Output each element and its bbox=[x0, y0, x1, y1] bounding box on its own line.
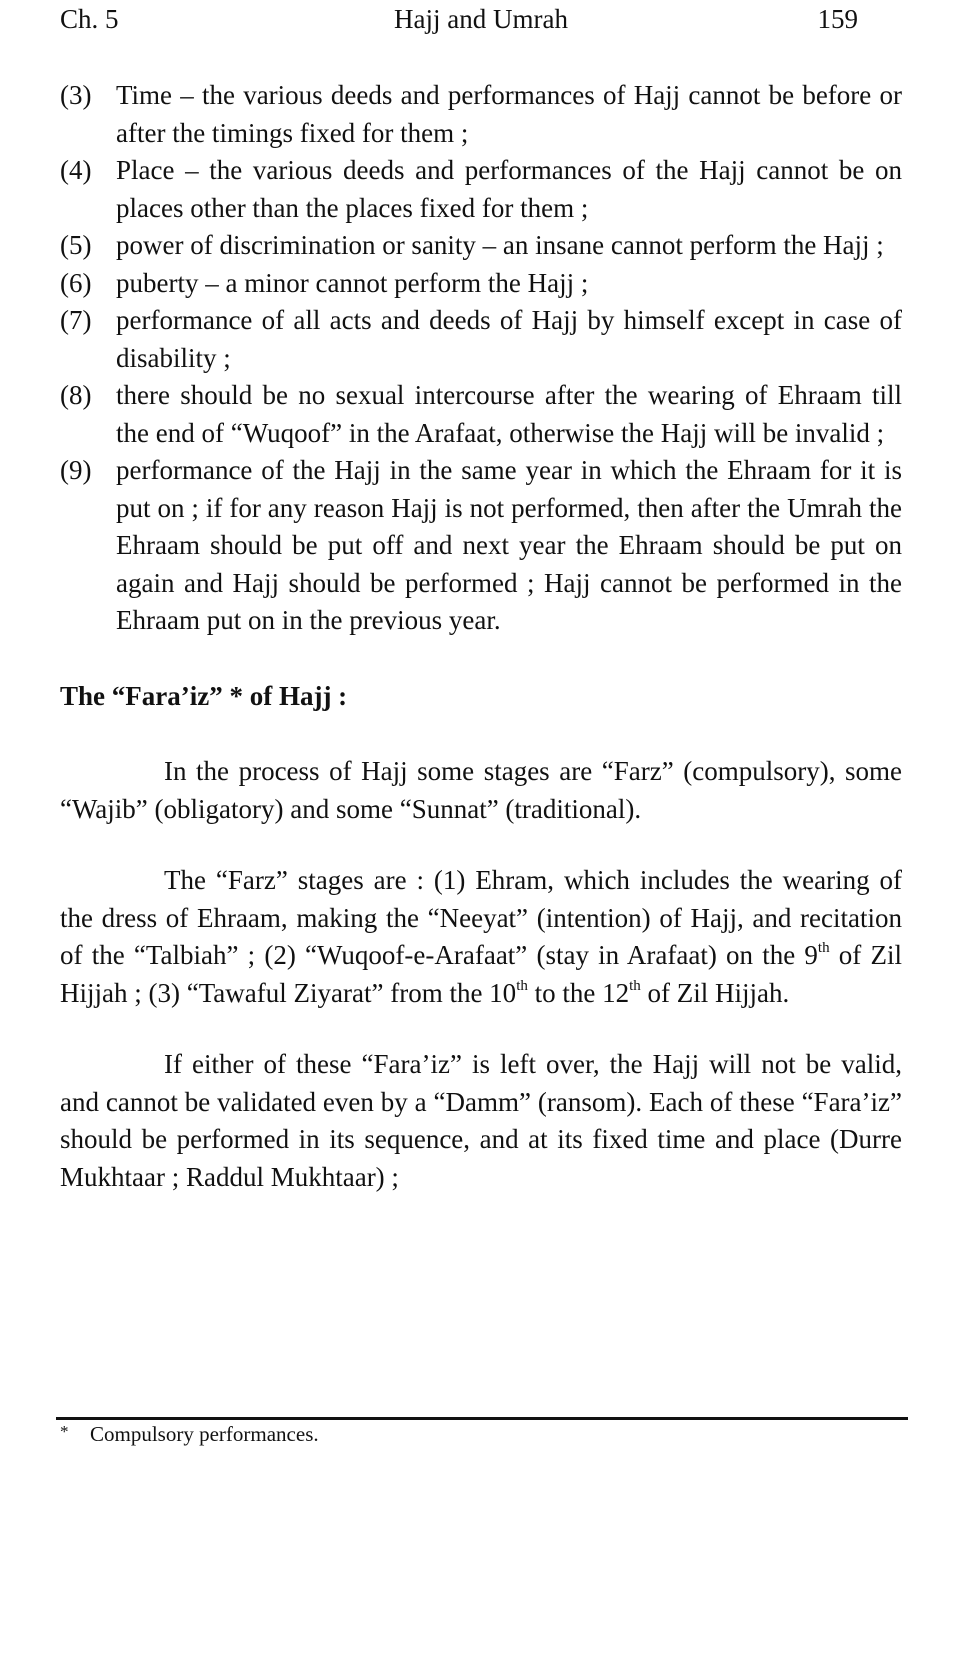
list-item-text: performance of all acts and deeds of Hajj by himself except in case of disability ; bbox=[116, 305, 902, 373]
list-item-text: performance of the Hajj in the same year in which the Ehraam for it is put on ; if for any reason Hajj is not performed, then after the Umrah the Ehraam should be put off and next year the Ehraam should be put on again and Hajj should be performed ; Hajj cannot be performed in the Ehraam put on in the previous year. bbox=[116, 455, 902, 635]
chapter-label: Ch. 5 bbox=[60, 4, 119, 34]
footnote-text: Compulsory performances. bbox=[90, 1422, 319, 1446]
list-item-number: (7) bbox=[60, 305, 92, 335]
list-item-number: (8) bbox=[60, 380, 92, 410]
section-heading: The “Fara’iz” * of Hajj : bbox=[60, 680, 348, 711]
list-item-text: Place – the various deeds and performances of the Hajj cannot be on places other than the places fixed for them ; bbox=[116, 155, 902, 223]
paragraph-text: of Zil Hijjah ; (3) “Tawaful Ziyarat” from the 10 bbox=[60, 940, 902, 1008]
ordinal-superscript: th bbox=[817, 940, 830, 956]
running-header bbox=[60, 0, 902, 44]
list-item bbox=[60, 77, 902, 152]
ordinal-superscript: th bbox=[629, 977, 641, 994]
paragraph-farz-stages bbox=[60, 862, 902, 1012]
list-item bbox=[60, 377, 902, 452]
running-title: Hajj and Umrah bbox=[394, 4, 568, 34]
list-item bbox=[60, 152, 902, 227]
list-item-number: (5) bbox=[60, 230, 92, 260]
footnote-divider bbox=[56, 1417, 908, 1420]
list-item bbox=[60, 302, 902, 377]
list-item-number: (4) bbox=[60, 155, 92, 185]
list-item bbox=[60, 452, 902, 640]
list-item-text: puberty – a minor cannot perform the Hajj ; bbox=[116, 267, 589, 298]
page-number: 159 bbox=[817, 4, 858, 34]
paragraph-stages: In the process of Hajj some stages are “Farz” (compulsory), some “Wajib” (obligatory) and some “Sunnat” (traditional). bbox=[60, 756, 902, 824]
list-item-number: (3) bbox=[60, 80, 92, 110]
paragraph-faraiz-validity: If either of these “Fara’iz” is left over, the Hajj will not be valid, and cannot be validated even by a “Damm” (ransom). Each of these “Fara’iz” should be performed in its sequence, and at its fixed time and place (Durre Mukhtaar ; Raddul Mukhtaar) ; bbox=[60, 1049, 902, 1192]
list-item bbox=[60, 227, 902, 265]
conditions-list bbox=[60, 77, 902, 640]
footnote bbox=[60, 1422, 319, 1447]
book-page bbox=[60, 0, 902, 1196]
list-item-number: (9) bbox=[60, 455, 92, 485]
paragraph-text: to the 12 bbox=[527, 977, 630, 1008]
list-item-text: Time – the various deeds and performances of Hajj cannot be before or after the timings fixed for them ; bbox=[116, 80, 902, 148]
ordinal-superscript: th bbox=[516, 977, 528, 994]
list-item-text: there should be no sexual intercourse after the wearing of Ehraam till the end of “Wuqoof” in the Arafaat, otherwise the Hajj will be invalid ; bbox=[116, 380, 902, 448]
footnote-mark: * bbox=[60, 1422, 69, 1441]
list-item bbox=[60, 265, 902, 303]
list-item-number: (6) bbox=[60, 267, 92, 298]
paragraph-text: The “Farz” stages are : (1) Ehram, which includes the wearing of the dress of Ehraam, making the “Neeyat” (intention) of Hajj, and recitation of the “Talbiah” ; (2) “Wuqoof-e-Arafaat” (stay in Arafaat) on the 9 bbox=[60, 865, 902, 970]
paragraph-text: of Zil Hijjah. bbox=[640, 977, 790, 1008]
list-item-text: power of discrimination or sanity – an insane cannot perform the Hajj ; bbox=[116, 230, 884, 260]
